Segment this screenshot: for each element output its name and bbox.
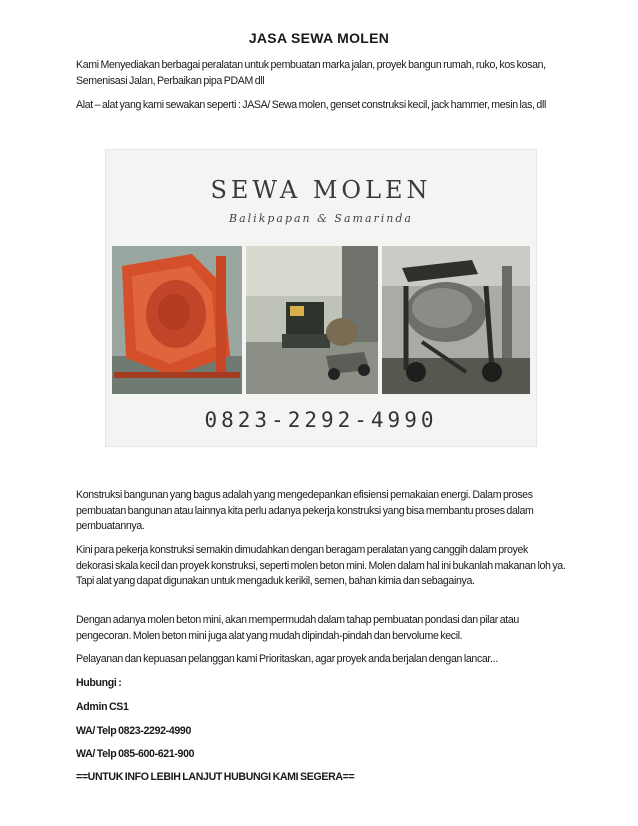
- workshop-equipment-photo: [246, 246, 378, 394]
- intro-paragraph-1: Kami Menyediakan berbagai peralatan untuk pembuatan marka jalan, proyek bangun rumah, ruko, kos kosan, Semenisasi Jalan, Perbaikan pipa PDAM dll: [76, 59, 546, 87]
- banner-title: SEWA MOLEN: [210, 176, 432, 204]
- orange-mixer-photo: [112, 246, 242, 394]
- banner-subtitle: Balikpapan & Samarinda: [229, 212, 413, 225]
- banner-phone-number: 0823-2292-4990: [204, 408, 438, 432]
- contact-closing: ==UNTUK INFO LEBIH LANJUT HUBUNGI KAMI SEGERA==: [76, 771, 355, 783]
- banner-image: [106, 150, 536, 446]
- body-paragraph-4: Pelayanan dan kepuasan pelanggan kami Prioritaskan, agar proyek anda berjalan dengan lancar...: [76, 653, 498, 665]
- page-title: JASA SEWA MOLEN: [248, 30, 390, 46]
- grey-mixer-photo: [382, 246, 530, 394]
- body-paragraph-1: Konstruksi bangunan yang bagus adalah yang mengedepankan efisiensi pemakaian energi. Dalam proses pembuatan bangunan atau lainnya kita perlu adanya pekerja konstruksi yang bisa membantu proses dalam pembuatannya.: [76, 489, 534, 533]
- body-paragraph-2: Kini para pekerja konstruksi semakin dimudahkan dengan beragam peralatan yang canggih dalam proyek dekorasi skala kecil dan proyek konstruksi, seperti molen beton mini. Molen dalam hal ini bukanlah makanan loh ya. Tapi alat yang dapat digunakan untuk mengaduk kerikil, semen, bahan kimia dan sebagainya.: [76, 544, 566, 588]
- contact-phone-1: WA/ Telp 0823-2292-4990: [76, 725, 191, 737]
- contact-admin: Admin CS1: [76, 701, 129, 713]
- body-paragraph-3: Dengan adanya molen beton mini, akan mempermudah dalam tahap pembuatan pondasi dan pilar atau pengecoran. Molen beton mini juga alat yang mudah dipindah-pindah dan bervolume kecil.: [76, 614, 519, 642]
- intro-paragraph-2: Alat – alat yang kami sewakan seperti : JASA/ Sewa molen, genset construksi kecil, jack hammer, mesin las, dll: [76, 99, 546, 111]
- contact-phone-2: WA/ Telp 085-600-621-900: [76, 748, 195, 760]
- contact-heading: Hubungi :: [76, 677, 122, 689]
